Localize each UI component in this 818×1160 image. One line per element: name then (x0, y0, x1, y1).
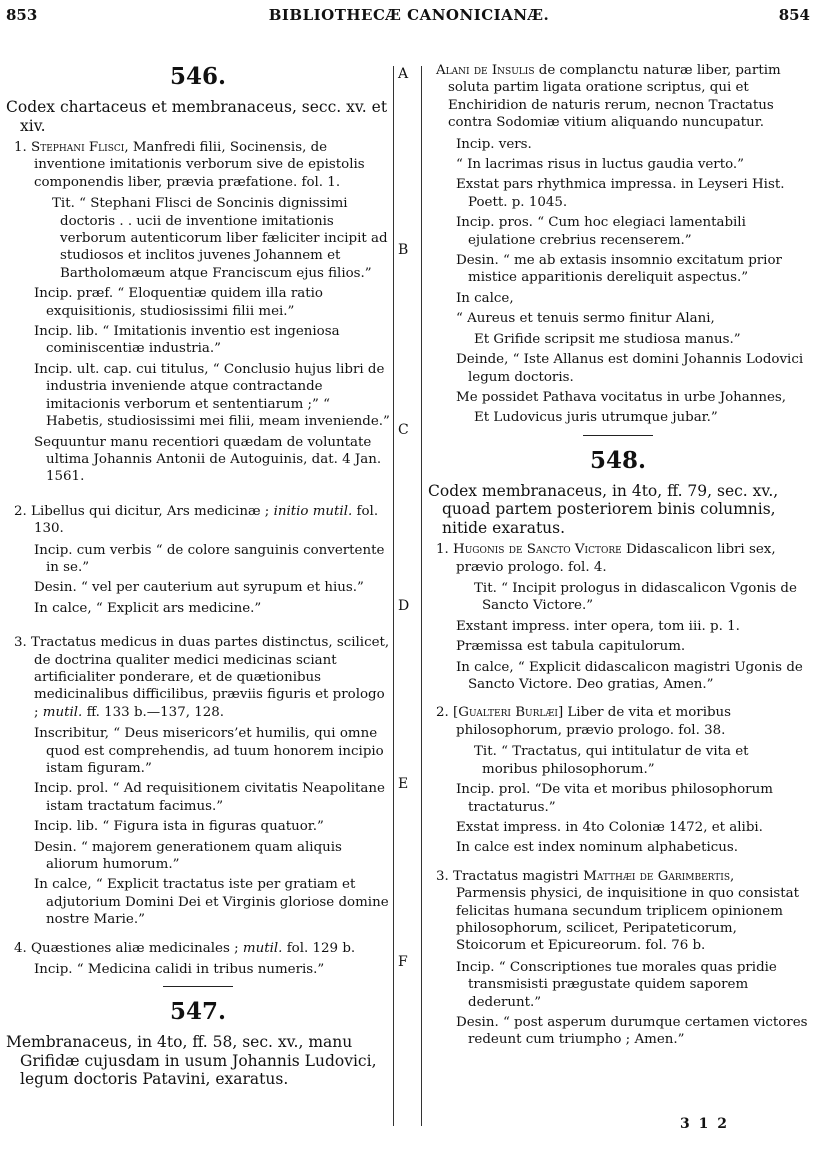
section-rule (163, 986, 233, 987)
item-text: Tractatus medicus in duas partes distinctus, scilicet, de doctrina qualiter medici medicinas sciant artificialiter ponderare, et de quætionibus medicinalibus difficilibus, præviis figuris et prologo ; (31, 635, 390, 720)
item-note: Incip. cum verbis “ de colore sanguinis convertente in se.” (34, 542, 385, 575)
item-note: Deinde, “ Iste Allanus est domini Johannis Lodovici legum doctoris. (456, 352, 804, 385)
item-note: Exstat pars rhythmica impressa. in Leyseri Hist. Poett. p. 1045. (456, 177, 785, 210)
verse-line: “ Aureus et tenuis sermo finitur Alani, (456, 311, 715, 327)
column-divider-left (393, 66, 394, 1126)
item-note: Desin. “ post asperum durumque certamen victores redeunt cum triumpho ; Amen.” (456, 1014, 808, 1048)
item-note: Tit. “ Tractatus, qui intitulatur de vita et moribus philosophorum.” (474, 744, 749, 777)
item-text: Didascalicon libri sex, prævio prologo. fol. 4. (456, 542, 776, 575)
item-note: Desin. “ me ab extasis insomnio excitatum prior mistice apparitionis dereliquit aspectus.” (456, 253, 782, 286)
item-text: de complanctu naturæ liber, partim soluta partim ligata oratione scriptus, qui et Enchiridion de naturis rerum, necnon Tractatus contra Sodomiæ vitium aliquando nuncupatur. (448, 63, 781, 131)
item-note: Incip. pros. “ Cum hoc elegiaci lamentabili ejulatione crebrius recenserem.” (456, 215, 746, 248)
item-folio: ff. 133 b.—137, 128. (86, 704, 225, 720)
item-note: Præmissa est tabula capitulorum. (456, 639, 686, 655)
item-note: Desin. “ vel per cauterium aut syrupum et hius.” (34, 580, 364, 596)
item-note: Incip. ult. cap. cui titulus, “ Conclusio hujus libri de industria inveniende atque contractande imitacionis verborum et sententiarum ;” “ Habetis, studiosissimi mei filii, meam inveniende.” (34, 361, 390, 430)
margin-letter-b: B (398, 242, 409, 258)
running-title: BIBLIOTHECÆ CANONICIANÆ. (268, 6, 550, 24)
list-item-2: 2. Libellus qui dicitur, Ars medicinæ ; initio mutil. fol. 130. (14, 503, 379, 537)
item-note: Tit. “ Incipit prologus in didascalicon Vgonis de Sancto Victore.” (474, 581, 797, 614)
item-note: Incip. prol. “ Ad requisitionem civitatis Neapolitane istam tractatum facimus.” (34, 781, 385, 814)
author-name: Stephani Flisci, (31, 140, 129, 155)
left-column (6, 62, 390, 1093)
author-name: Hugonis de Sancto Victore (453, 542, 622, 558)
item-note: Incip. prol. “De vita et moribus philosophorum tractaturus.” (456, 782, 773, 815)
item-note: Inscribitur, “ Deus misericors’et humilis, qui omne quod est comprehendis, ad tuum honorem incipio istam figuram.” (34, 726, 384, 776)
item-note: Incip. vers. (456, 136, 532, 152)
item-note: Incip. “ Medicina calidi in tribus numeris.” (34, 962, 325, 978)
item-number: 1. (14, 140, 27, 155)
item-text: Libellus qui dicitur, Ars medicinæ ; (31, 503, 270, 519)
item-folio: fol. 130. (34, 503, 379, 537)
item-italic: mutil. (242, 940, 283, 956)
item-note: Incip. præf. “ Eloquentiæ quidem illa ratio exquisitionis, studiosissimi filii mei.” (34, 286, 323, 319)
item-note: In calce, “ Explicit tractatus iste per gratiam et adjutorium Domini Dei et Virginis gloriose domine nostre Marie.” (34, 877, 389, 928)
item-note: Incip. lib. “ Figura ista in figuras quatuor.” (34, 819, 324, 835)
margin-letter-e: E (398, 776, 409, 792)
item-note: Exstat impress. in 4to Coloniæ 1472, et alibi. (456, 819, 763, 835)
item-note: Tit. “ Stephani Flisci de Soncinis dignissimi doctoris . . ucii de inventione imitationis verborum autenticorum liber fæliciter incipit ad studiosos et inclitos juvenes Johannem et Bartholomæum atque Franciscum ejus filios.” (52, 196, 388, 281)
author-name: Gualteri Burlæi (458, 705, 558, 721)
item-note: Sequuntur manu recentiori quædam de voluntate ultima Johannis Antonii de Autoguinis, dat. 4 Jan. 1561. (34, 434, 382, 485)
item-text: ] Liber de vita et moribus philosophorum, prævio prologo. fol. 38. (456, 705, 732, 738)
margin-letter-c: C (398, 422, 409, 438)
verse-line: “ In lacrimas risus in luctus gaudia verto.” (456, 157, 745, 173)
list-item-1: 1. Hugonis de Sancto Victore Didascalicon libri sex, prævio prologo. fol. 4. (436, 542, 776, 575)
section-number-547: 547. (169, 998, 227, 1026)
item-note: In calce est index nominum alphabeticus. (456, 840, 738, 856)
section-number-546: 546. (169, 63, 227, 90)
item-folio: fol. 129 b. (286, 940, 356, 956)
list-item-4: 4. Quæstiones aliæ medicinales ; mutil. fol. 129 b. (14, 940, 356, 956)
list-item-2: 2. [Gualteri Burlæi] Liber de vita et moribus philosophorum, prævio prologo. fol. 38. (436, 705, 732, 738)
section-number-548: 548. (589, 446, 647, 474)
margin-letter-a: A (398, 66, 409, 82)
codex-description-546: Codex chartaceus et membranaceus, secc. xv. et xiv. (6, 98, 388, 135)
item-italic: mutil. (42, 704, 83, 720)
verse-line: Et Ludovicus juris utrumque jubar.” (474, 410, 718, 426)
list-item-alani (428, 62, 808, 132)
item-note: Incip. “ Conscriptiones tue morales quas pridie transmisisti prægustate quidem saporem dederunt.” (456, 959, 777, 1010)
verse-line: Me possidet Pathava vocitatus in urbe Johannes, (456, 389, 787, 405)
codex-description-547: Membranaceus, in 4to, ff. 58, sec. xv., manu Grifidæ cujusdam in usum Johannis Ludovici, legum doctoris Patavini, exaratus. (6, 1033, 377, 1089)
item-note: Exstant impress. inter opera, tom iii. p. 1. (456, 618, 740, 634)
list-item-1 (6, 139, 390, 191)
item-italic: initio mutil. (273, 503, 353, 519)
author-name: Matthæi de Garimbertis, (583, 868, 735, 884)
item-note: In calce, (456, 290, 514, 306)
codex-description-548: Codex membranaceus, in 4to, ff. 79, sec. xv., quoad partem posteriorem binis columnis, nitide exaratus. (428, 481, 779, 537)
item-note: Desin. “ majorem generationem quam aliquis aliorum humorum.” (34, 839, 342, 873)
item-text: Manfredi filii, Socinensis, de inventione imitationis verborum sive de epistolis componendis liber, prævia præfatione. fol. 1. (34, 140, 365, 190)
page-header (0, 6, 818, 36)
verse-line: Et Grifide scripsit me studiosa manus.” (474, 331, 741, 347)
margin-letter-d: D (398, 598, 410, 614)
list-item-3: 3. Tractatus medicus in duas partes distinctus, scilicet, de doctrina qualiter medici medicinas sciant artificialiter ponderare, et de quætionibus medicinalibus difficilibus, præviis figuris et prologo ; mutil. ff. 133 b.—137, 128. (14, 635, 390, 720)
item-note: In calce, “ Explicit ars medicine.” (34, 600, 262, 616)
item-note: In calce, “ Explicit didascalicon magistri Ugonis de Sancto Victore. Deo gratias, Amen.” (456, 659, 803, 693)
left-page-number: 853 (6, 6, 38, 24)
signature-mark: 3 1 2 (680, 1116, 729, 1132)
item-note: Incip. lib. “ Imitationis inventio est ingeniosa cominiscentiæ industria.” (34, 324, 340, 357)
item-text: Tractatus magistri (453, 868, 579, 884)
item-text: Quæstiones aliæ medicinales ; (31, 940, 239, 956)
section-rule (583, 435, 653, 436)
right-page-number: 854 (778, 6, 810, 24)
list-item-3: 3. Tractatus magistri Matthæi de Garimbertis, Parmensis physici, de inquisitione in quo consistat felicitas humana secundum triplicem opinionem philosophorum, scilicet, Peripateticorum, Stoicorum et Epicureorum. fol. 76 b. (436, 868, 799, 954)
column-divider-right (421, 66, 422, 1126)
author-name: Alani de Insulis (436, 63, 535, 78)
right-column (428, 62, 808, 1052)
bracket: [ (453, 705, 459, 721)
margin-letter-f: F (398, 954, 408, 970)
item-text: Parmensis physici, de inquisitione in quo consistat felicitas humana secundum triplicem opinionem philosophorum, scilicet, Peripateticorum, Stoicorum et Epicureorum. fol. 76 b. (456, 886, 799, 954)
